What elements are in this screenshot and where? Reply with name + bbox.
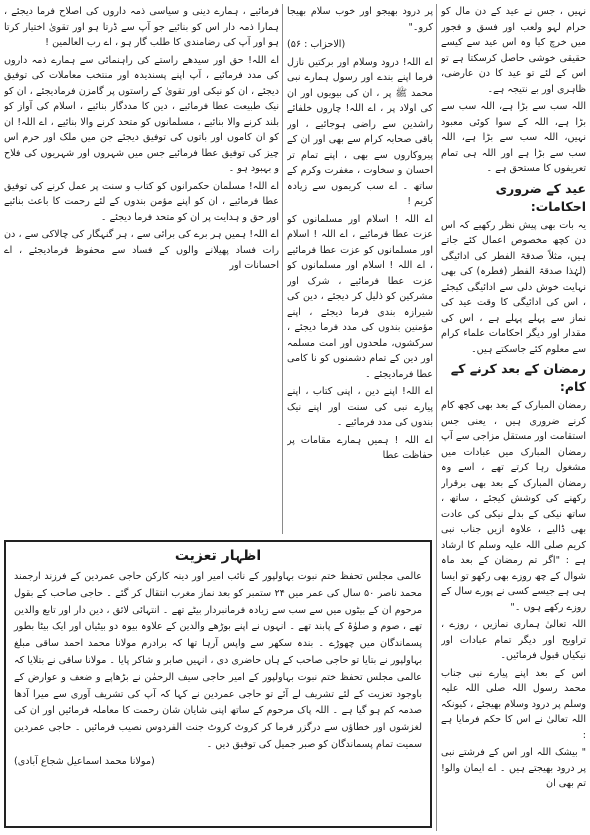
paragraph: اے اللہ! ہمیں ہر برے کی برائی سے ، ہر گنہگار کی چالاکی سے ، دن رات فساد پھیلانے والوں کے فساد سے محفوظ فرمادیجئے ، اے احسانات اور — [4, 229, 279, 271]
paragraph: پر درود بھیجو اور خوب سلام بھیجا کرو۔" — [287, 6, 433, 33]
paragraph: اے اللہ! حق اور سیدھے راستے کی راہنمائی سے ہمارے ذمہ داروں کی مدد فرمائیے ، آپ اپنے پسندیدہ اور منتخب معاملات کی توفیق دیجئے ، ان کو نیکی اور تقویٰ کے راستوں پر گامزن فرمادیجئے ، ان کو نیک طبیعت عطا فرمائیے ، دین کا مددگار بنائیے ، اسلام کی آواز کو بلند کرنے والا بنائیے ، مسلمانوں کو متحد کرنے والا بنائیے ، اے اللہ! ان کو ان کاموں اور باتوں کی توفیق دیجئے جن میں ملک اور حرم اس چیز کی توفیق عطا فرمائیے جس میں شہروں اور شہریوں کی فلاح و بہبود ہو ۔ — [4, 54, 279, 174]
paragraph: اے اللہ ! اسلام اور مسلمانوں کو عزت عطا فرمائیے ، اے اللہ ! اسلام اور مسلمانوں کو عزت عطا فرمائیے ، اے اللہ ! اسلام اور مسلمانوں کو عزت عطا فرمائیے ، شرک اور مشرکین کو ذلیل کر دیجئے ، دین کی شیرازہ بندی فرما دیجئے ، اپنے مؤمنین بندوں کی مدد فرما دیجئے ، سرکشوں، ملحدوں اور امت مسلمہ اور دین کے تمام دشمنوں کو نا کامی عطا فرمادیجئے ۔ — [287, 213, 433, 380]
paragraph: " بیشک اللہ اور اس کے فرشتے نبی پر درود بھیجتے ہیں ۔ اے ایمان والو! تم بھی ان — [441, 747, 586, 789]
verse-reference: (الاحزاب : ۵۶) — [287, 39, 346, 50]
paragraph: فرمائیے ، ہمارے دینی و سیاسی ذمہ داروں کی اصلاح فرما دیجئے ، ہمارا ذمہ دار اس کو بنائیے جو آپ سے ڈرتا ہو اور تقویٰ اختیار کرتا ہو اور آپ کی رضامندی کا طلب گار ہو ، اے رب العالمین ! — [4, 6, 279, 48]
column-divider — [282, 4, 283, 534]
column-right — [441, 4, 586, 831]
paragraph: اللہ سب سے بڑا ہے، اللہ سب سے بڑا ہے، اللہ کے سوا کوئی معبود نہیں، اللہ سب سے بڑا ہے، اللہ سب سے بڑا ہے اور اللہ ہی تمام تعریفوں کا مستحق ہے ۔ — [441, 101, 586, 174]
section-heading: عید کے ضروری احکامات: — [495, 180, 586, 214]
paragraph: اس کے بعد اپنے پیارے نبی جناب محمد رسول اللہ صلی اللہ علیہ وسلم پر درود وسلام بھیجئے ، کیونکہ اللہ تعالیٰ نے اس کا حکم فرمایا ہے : — [441, 667, 586, 741]
column-divider — [436, 4, 437, 831]
notice-title: اظہار تعزیت — [174, 548, 262, 564]
section-heading: رمضان کے بعد کرنے کے کام: — [450, 361, 586, 394]
column-middle — [287, 4, 433, 534]
paragraph: یہ بات بھی پیش نظر رکھیے کہ اس دن کچھ مخصوص اعمال کئے جاتے ہیں، مثلاً صدقۃ الفطر کی ادائیگی (لہٰذا صدقۃ الفطر (فطرہ) کی بھی نہایت خوش دلی سے ادائیگی کیجئے ، اس کی ادائیگی کا وقت عید کی نماز سے پہلے پہلے ہے ، اس کی مقدار اور دیگر احکامات علماء کرام سے معلوم کئے جاسکتے ہیں۔ — [441, 219, 586, 355]
paragraph: اے اللہ! مسلمان حکمرانوں کو کتاب و سنت پر عمل کرنے کی توفیق عطا فرمائیے ، ان کو اپنے مؤمن بندوں کے لئے رحمت کا باعث بنائیے اور حق و ہدایت پر ان کو متحد فرما دیجئے ۔ — [4, 180, 279, 223]
paragraph: اے اللہ! اپنے دین ، اپنی کتاب ، اپنے پیارے نبی کی سنت اور اپنے نیک بندوں کی مدد فرمائیے ۔ — [287, 386, 433, 428]
paragraph: رمضان المبارک کے بعد بھی کچھ کام کرنے ضروری ہیں ، یعنی جس استقامت اور مستقل مزاجی سے آپ رمضان المبارک میں عبادات میں مشغول رہا کرتے تھے ، اسے وہ رمضان المبارک کے بعد بھی برقرار رکھنے کی کوشش کیجئے ، ساتھ ، ساتھ نیکی کے بدلے نیکی کی عادت بھی ڈالیے ، علاوہ ازیں جناب نبی کریم صلی اللہ علیہ وسلم کا ارشاد ہے : "اگر تم رمضان کے بعد ماہ شوال کے چھ روزے بھی رکھو تو ایسا ہی ہے جیسے کسی نے پورے سال کے روزے رکھے ہوں ۔" — [441, 400, 586, 613]
paragraph: اے اللہ ! ہمیں ہمارے مقامات پر حفاظت عطا — [287, 434, 433, 461]
paragraph: نہیں ، جس نے عید کے دن مال کو حرام لہو ولعب اور فسق و فجور میں خرچ کیا وہ اس عید سے کیسے حقیقی خوشی حاصل کرسکتا ہے تو اس کے لئے تو عید کا دن عارضی، ظاہری اور بے نتیجہ ہے۔ — [441, 6, 586, 95]
magazine-page — [4, 4, 586, 831]
notice-signature: (مولانا محمد اسماعیل شجاع آبادی) — [14, 755, 155, 767]
paragraph: اللہ تعالیٰ ہماری نمازیں ، روزے ، تراویح اور دیگر تمام عبادات اور نیکیاں قبول فرمائیں۔ — [441, 619, 586, 661]
notice-body: عالمی مجلس تحفظ ختم نبوت بہاولپور کے نائب امیر اور دینہ کارکن حاجی عمردین کے فرزند ارجمند محمد ناصر ۵۰ سال کی عمر میں ۲۴ ستمبر کو بعد نماز مغرب انتقال کر گئے ۔ حاجی صاحب کے بقول مرحوم ان کے بیٹوں میں سے سب سے زیادہ فرمانبردار بیٹے تھے ۔ انتہائی لائق ، دین دار اور تابع والدین تھے ، صوم و صلوٰۃ کے پابند تھے ۔ انہوں نے اپنے بوڑھے والدین کے علاوہ بیوہ دو بیٹیاں اور ایک بیٹا بطور پسماندگان میں چھوڑے ۔ بندہ سکھر سے واپس آرہا تھا کہ برادرم مولانا محمد احمد ساقی مبلغ بہاولپور نے بتایا تو حاجی صاحب کے ہاں حاضری دی ، انہیں صابر و شاکر پایا ۔ مولانا ساقی نے بتلایا کہ عالمی مجلس تحفظ ختم نبوت بہاولپور کے امیر حاجی سیف الرحمٰن نے بڑھاپے و ضعف و عوارض کے باوجود تعزیت کے لئے تشریف لے آئے تو حاجی عمردین نے کہا کہ آپ کی تشریف آوری سے میرا آدھا صدمہ کم ہو گیا ہے ۔ اللہ پاک مرحوم کے ساتھ اپنی شایان شان رحمت کا معاملہ فرمائیں اور ان کی لغزشوں اور خطاؤں سے درگزر فرما کر کروٹ کروٹ جنت الفردوس نصیب فرمائیں ۔ حاجی عمردین سمیت تمام پسماندگان کو صبر جمیل کی توفیق دیں ۔ — [14, 571, 422, 750]
paragraph: اے اللہ! درود وسلام اور برکتیں نازل فرما اپنے بندے اور رسول ہمارے نبی محمد ﷺ پر ، ان کی بیویوں اور ان کی اولاد پر ، اے اللہ! چاروں خلفائے راشدین سے راضی ہوجائیے ، اور باقی صحابہ کرام سے بھی اور ان کے پیروکاروں سے بھی ، اپنے تمام تر احسان و سخاوت ، مغفرت وکرم کے ساتھ ۔ اے سب کریموں سے زیادہ کریم ! — [287, 56, 433, 207]
column-left — [4, 4, 279, 534]
condolence-notice-box — [4, 540, 432, 828]
